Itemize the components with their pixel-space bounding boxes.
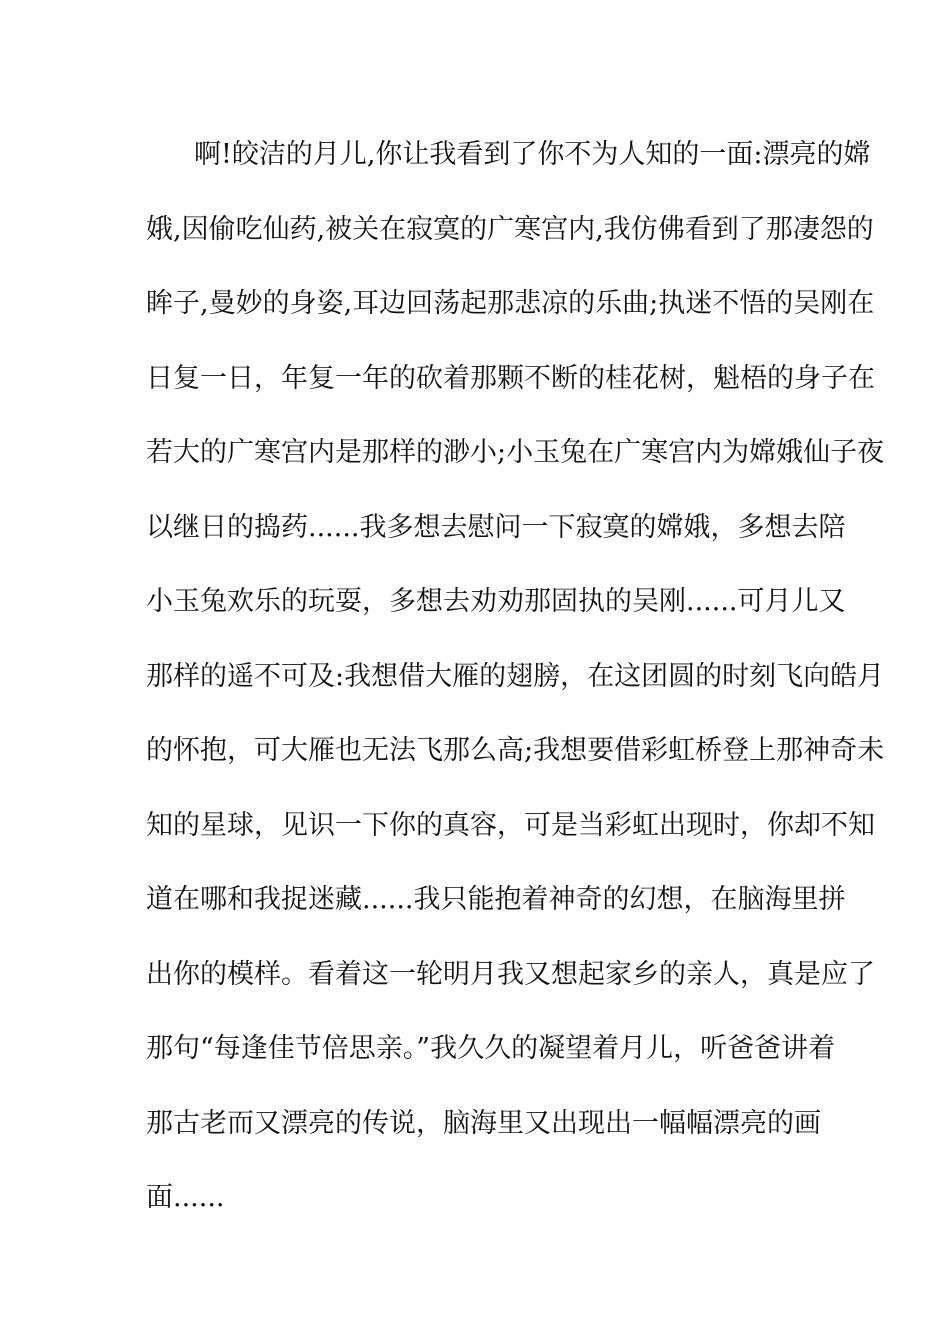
paragraph-line: 眸子,曼妙的身姿,耳边回荡起那悲凉的乐曲;执迷不悟的吴刚在: [146, 288, 875, 319]
paragraph-line: 出你的模样。看着这一轮明月我又想起家乡的亲人，真是应了: [146, 958, 875, 990]
paragraph-line: 的怀抱，可大雁也无法飞那么高;我想要借彩虹桥登上那神奇未: [146, 735, 885, 766]
paragraph-line: 知的星球，见识一下你的真容，可是当彩虹出现时，你却不知: [146, 809, 875, 841]
paragraph-line: 道在哪和我捉迷藏......我只能抱着神奇的幻想，在脑海里拼: [146, 884, 846, 915]
paragraph-line: 若大的广寒宫内是那样的渺小;小玉兔在广寒宫内为嫦娥仙子夜: [146, 437, 885, 468]
paragraph-line: 那古老而又漂亮的传说，脑海里又出现出一幅幅漂亮的画: [146, 1107, 821, 1139]
paragraph-line: 以继日的捣药......我多想去慰问一下寂寞的嫦娥，多想去陪: [146, 511, 846, 543]
paragraph-line: 小玉兔欢乐的玩耍，多想去劝劝那固执的吴刚......可月儿又: [146, 586, 846, 617]
paragraph-line: 那样的遥不可及:我想借大雁的翅膀，在这团圆的时刻飞向皓月: [146, 660, 885, 692]
paragraph-line: 娥,因偷吃仙药,被关在寂寞的广寒宫内,我仿佛看到了那凄怨的: [146, 213, 874, 245]
paragraph-line: 那句“每逢佳节倍思亲。”我久久的凝望着月儿，听爸爸讲着: [146, 1033, 836, 1064]
paragraph-line: 日复一日，年复一年的砍着那颗不断的桂花树，魁梧的身子在: [146, 362, 875, 394]
paragraph-line: 面......: [146, 1182, 225, 1213]
paragraph: [146, 132, 885, 1250]
paragraph-line: 啊!皎洁的月儿,你让我看到了你不为人知的一面:漂亮的嫦: [194, 139, 871, 170]
